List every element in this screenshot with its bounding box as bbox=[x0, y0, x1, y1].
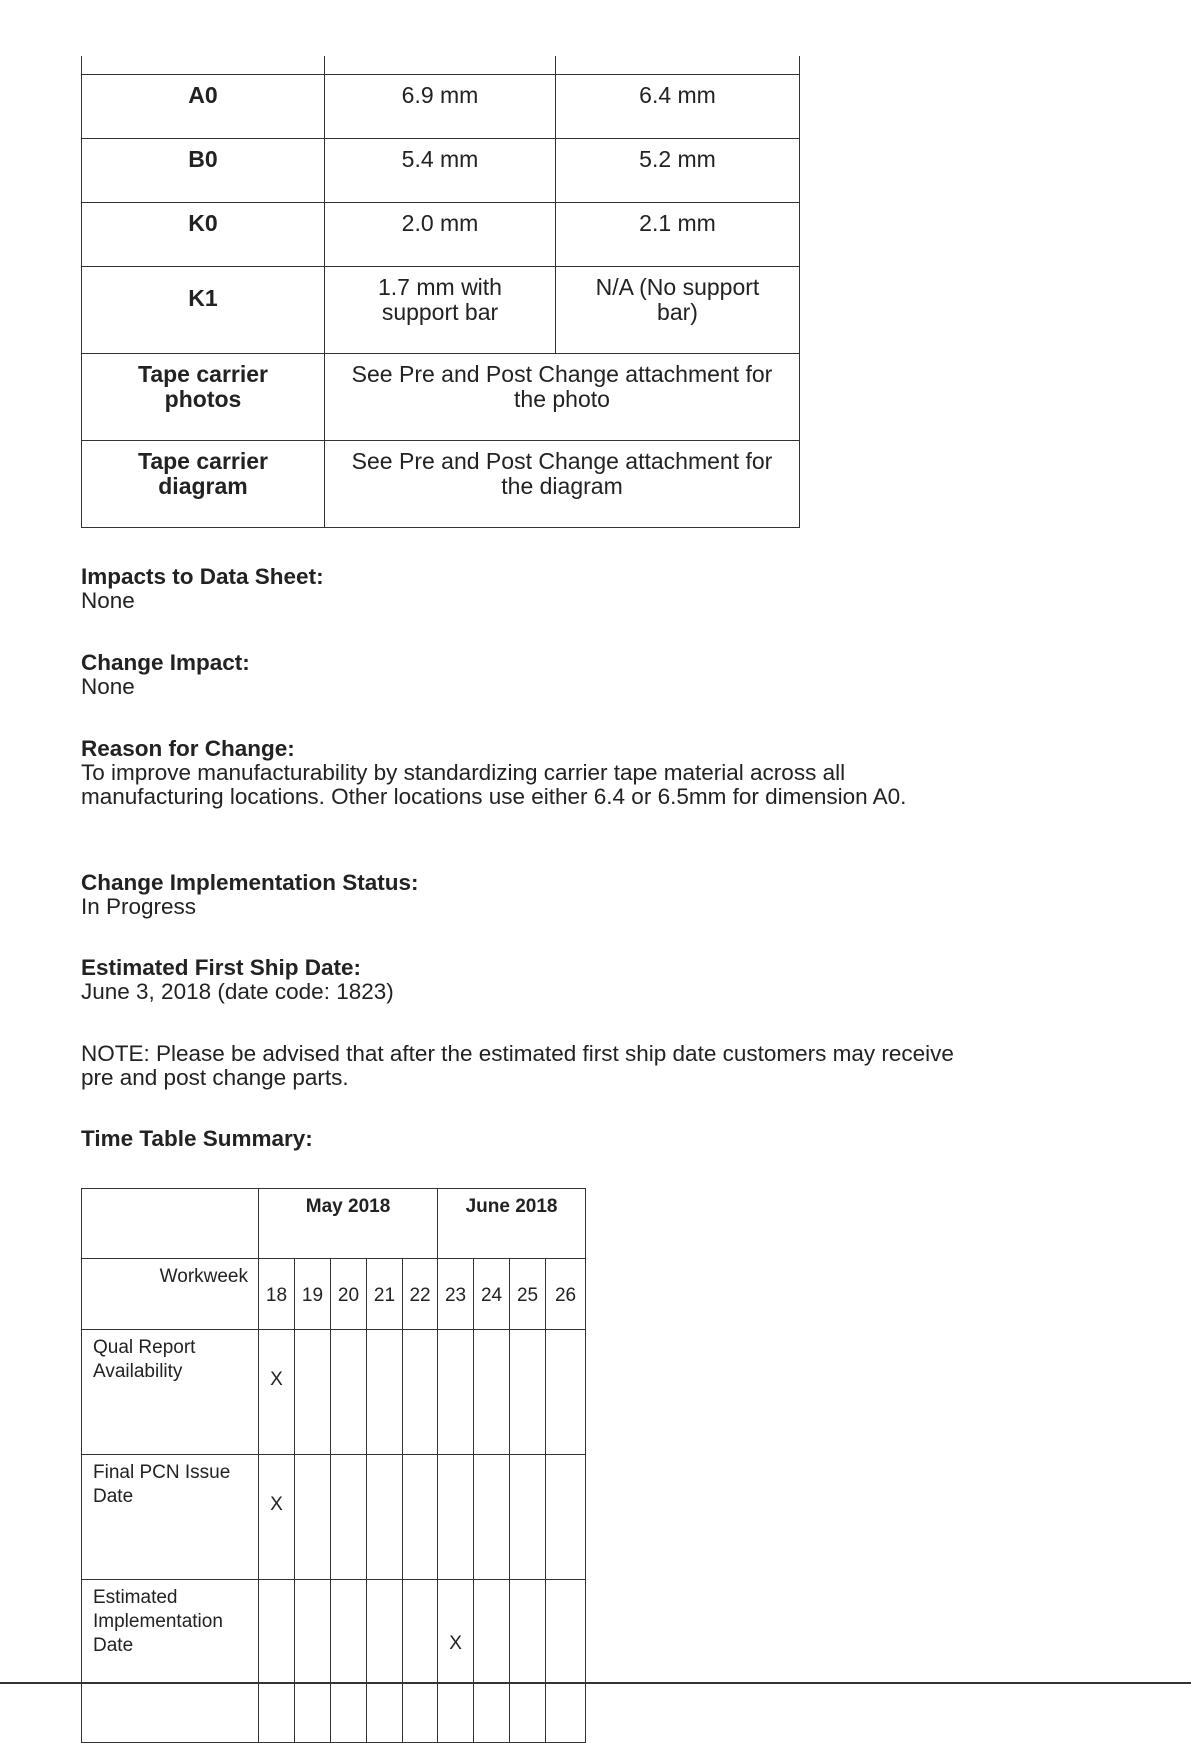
reason-for-change-section bbox=[81, 737, 961, 809]
section-heading: Estimated First Ship Date: bbox=[81, 955, 362, 980]
spec-merged-value: See Pre and Post Change attachment for the photo bbox=[325, 354, 800, 441]
week-number: 18 bbox=[259, 1259, 295, 1330]
week-number: 26 bbox=[546, 1259, 586, 1330]
week-number: 22 bbox=[403, 1259, 438, 1330]
page-bottom-rule bbox=[0, 1682, 1191, 1684]
timetable-header-row bbox=[82, 1189, 586, 1259]
milestone-mark bbox=[438, 1330, 474, 1455]
week-number: 20 bbox=[331, 1259, 367, 1330]
spec-post-value: 6.4 mm bbox=[556, 75, 800, 139]
timetable-heading: Time Table Summary: bbox=[81, 1126, 313, 1151]
empty-cell bbox=[82, 1189, 259, 1259]
spec-label: B0 bbox=[82, 139, 325, 203]
milestone-mark: X bbox=[259, 1330, 295, 1455]
milestone-mark bbox=[295, 1580, 331, 1743]
spec-merged-value: See Pre and Post Change attachment for the diagram bbox=[325, 441, 800, 528]
spec-pre-value: 5.4 mm bbox=[325, 139, 556, 203]
table-row bbox=[82, 354, 800, 441]
milestone-mark bbox=[474, 1455, 510, 1580]
workweek-label: Workweek bbox=[82, 1259, 259, 1330]
milestone-mark bbox=[546, 1455, 586, 1580]
implementation-status-section bbox=[81, 871, 961, 919]
spec-post-value: 2.1 mm bbox=[556, 203, 800, 267]
week-number: 19 bbox=[295, 1259, 331, 1330]
timetable bbox=[81, 1188, 586, 1743]
section-value: In Progress bbox=[81, 894, 197, 919]
section-value: None bbox=[81, 588, 135, 613]
milestone-mark: X bbox=[259, 1455, 295, 1580]
table-row bbox=[82, 1580, 586, 1743]
milestone-mark bbox=[403, 1580, 438, 1743]
impacts-data-sheet-section bbox=[81, 565, 961, 613]
milestone-mark bbox=[438, 1455, 474, 1580]
table-row bbox=[82, 441, 800, 528]
table-row bbox=[82, 139, 800, 203]
milestone-mark bbox=[295, 1330, 331, 1455]
spec-pre-value: 2.0 mm bbox=[325, 203, 556, 267]
milestone-mark bbox=[474, 1580, 510, 1743]
first-ship-date-section bbox=[81, 956, 961, 1004]
milestone-mark bbox=[331, 1580, 367, 1743]
milestone-mark bbox=[403, 1330, 438, 1455]
milestone-mark bbox=[403, 1455, 438, 1580]
week-number: 21 bbox=[367, 1259, 403, 1330]
milestone-label: Estimated Implementation Date bbox=[82, 1580, 259, 1743]
spec-label: A0 bbox=[82, 75, 325, 139]
month-label: June 2018 bbox=[438, 1189, 586, 1259]
milestone-mark bbox=[295, 1455, 331, 1580]
week-number: 23 bbox=[438, 1259, 474, 1330]
milestone-mark bbox=[367, 1580, 403, 1743]
workweek-row bbox=[82, 1259, 586, 1330]
section-value: None bbox=[81, 674, 135, 699]
milestone-mark bbox=[331, 1455, 367, 1580]
section-heading: Change Impact: bbox=[81, 650, 250, 675]
week-number: 25 bbox=[510, 1259, 546, 1330]
section-value: June 3, 2018 (date code: 1823) bbox=[81, 979, 394, 1004]
milestone-mark: X bbox=[438, 1580, 474, 1743]
tape-spec-table bbox=[81, 56, 800, 528]
table-row bbox=[82, 267, 800, 354]
table-row bbox=[82, 203, 800, 267]
week-number: 24 bbox=[474, 1259, 510, 1330]
milestone-mark bbox=[259, 1580, 295, 1743]
spec-pre-value: 6.9 mm bbox=[325, 75, 556, 139]
spec-label: Tape carrier diagram bbox=[82, 441, 325, 528]
change-impact-section bbox=[81, 651, 961, 699]
milestone-mark bbox=[510, 1330, 546, 1455]
spec-post-value: N/A (No support bar) bbox=[556, 267, 800, 354]
spec-label: K0 bbox=[82, 203, 325, 267]
spec-post-value: 5.2 mm bbox=[556, 139, 800, 203]
milestone-mark bbox=[331, 1330, 367, 1455]
milestone-mark bbox=[546, 1580, 586, 1743]
table-row bbox=[82, 1330, 586, 1455]
section-heading: Impacts to Data Sheet: bbox=[81, 564, 324, 589]
milestone-mark bbox=[546, 1330, 586, 1455]
milestone-mark bbox=[367, 1455, 403, 1580]
note-text: NOTE: Please be advised that after the estimated first ship date customers may receive pre and post change parts. bbox=[81, 1041, 954, 1090]
milestone-mark bbox=[367, 1330, 403, 1455]
section-heading: Change Implementation Status: bbox=[81, 870, 419, 895]
milestone-label: Qual Report Availability bbox=[82, 1330, 259, 1455]
spec-label: Tape carrier photos bbox=[82, 354, 325, 441]
milestone-mark bbox=[510, 1580, 546, 1743]
month-label: May 2018 bbox=[259, 1189, 438, 1259]
milestone-label: Final PCN Issue Date bbox=[82, 1455, 259, 1580]
section-heading: Reason for Change: bbox=[81, 736, 295, 761]
milestone-mark bbox=[510, 1455, 546, 1580]
table-row bbox=[82, 75, 800, 139]
table-row bbox=[82, 1455, 586, 1580]
section-value: To improve manufacturability by standardizing carrier tape material across all manufacturing locations. Other locations use either 6.4 or 6.5mm for dimension A0. bbox=[81, 760, 907, 809]
table-row bbox=[82, 56, 800, 75]
spec-pre-value: 1.7 mm with support bar bbox=[325, 267, 556, 354]
spec-label: K1 bbox=[82, 267, 325, 354]
milestone-mark bbox=[474, 1330, 510, 1455]
